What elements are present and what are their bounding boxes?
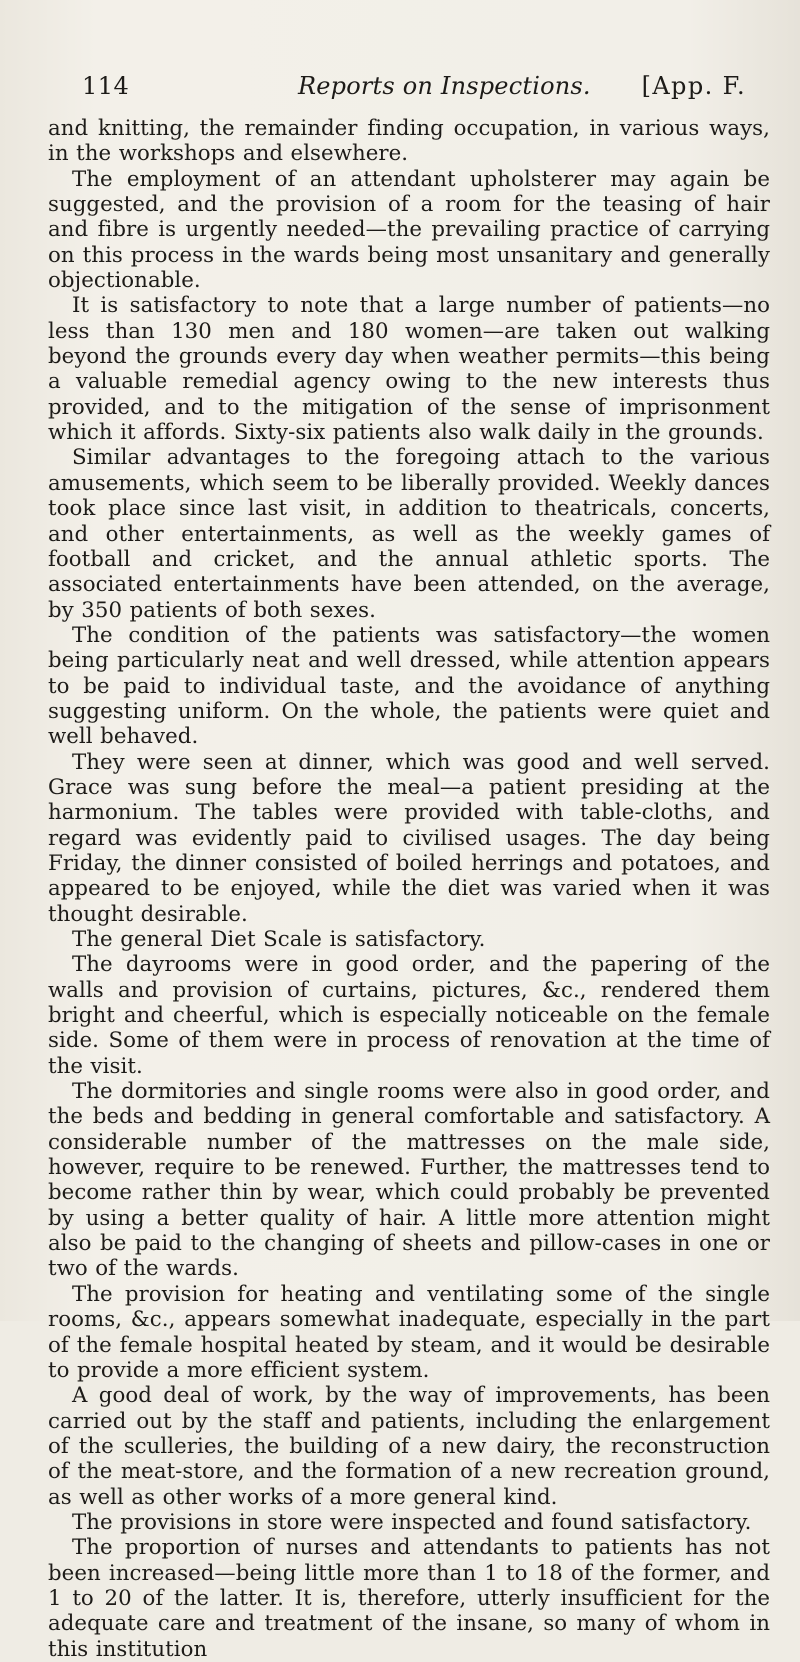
paragraph-heating: The provision for heating and ventilating some of the single rooms, &c., appears somewhat inadequate, especially in the part of the female hospital heated by steam, and it would be desirable to provide a more efficient system.	[48, 1281, 770, 1383]
paragraph-dinner: They were seen at dinner, which was good and well served. Grace was sung before the meal—a patient presiding at the harmonium. The tables were provided with table-cloths, and regard was evidently paid to civilised usages. The day being Friday, the dinner consisted of boiled herrings and potatoes, and appeared to be enjoyed, while the diet was varied when it was thought desirable.	[48, 749, 770, 927]
appendix-reference: [App. F.	[641, 72, 746, 100]
paragraph-provisions: The provisions in store were inspected and found satisfactory.	[72, 1509, 752, 1535]
page-number: 114	[82, 72, 130, 100]
paragraph-staff-proportion: The proportion of nurses and attendants to patients has not been increased—being little more than 1 to 18 of the former, and 1 to 20 of the latter. It is, therefore, utterly insufficient for the adequate care and treatment of the insane, so many of whom in this institution	[48, 1535, 770, 1662]
paragraph-amusements: Similar advantages to the foregoing attach to the various amusements, which seem to be liberally provided. Weekly dances took place since last visit, in addition to theatricals, concerts, and other entertainments, as well as the weekly games of football and cricket, and the annual athletic sports. The associated entertainments have been attended, on the average, by 350 patients of both sexes.	[48, 445, 770, 623]
paragraph-walking: It is satisfactory to note that a large number of patients—no less than 130 men and 180 women—are taken out walking beyond the grounds every day when weather permits—this being a valuable remedial agency owing to the new interests thus provided, and to the mitigation of the sense of imprisonment which it affords. Sixty-six patients also walk daily in the grounds.	[48, 293, 770, 446]
paragraph-dormitories: The dormitories and single rooms were also in good order, and the beds and bedding in general comfortable and satisfactory. A considerable number of the mattresses on the male side, however, require to be renewed. Further, the mattresses tend to become rather thin by wear, which could probably be prevented by using a better quality of hair. A little more attention might also be paid to the changing of sheets and pillow-cases in one or two of the wards.	[48, 1079, 770, 1282]
running-header	[48, 72, 770, 116]
running-title: Reports on Inspections.	[298, 72, 591, 100]
paragraph-diet-scale: The general Diet Scale is satisfactory.	[72, 927, 486, 952]
paragraph-continuation: and knitting, the remainder finding occupation, in various ways, in the workshops and elsewhere.	[48, 116, 770, 167]
paragraph-improvements: A good deal of work, by the way of improvements, has been carried out by the staff and patients, including the enlargement of the sculleries, the building of a new dairy, the reconstruction of the meat-store, and the formation of a new recreation ground, as well as other works of a more general kind.	[48, 1383, 770, 1510]
paragraph-upholsterer: The employment of an attendant upholsterer may again be suggested, and the provision of a room for the teasing of hair and fibre is urgently needed—the prevailing practice of carrying on this process in the wards being most unsanitary and generally objectionable.	[48, 166, 770, 294]
paragraph-dayrooms: The dayrooms were in good order, and the papering of the walls and provision of curtains, pictures, &c., rendered them bright and cheerful, which is especially noticeable on the female side. Some of them were in process of renovation at the time of the visit.	[48, 952, 770, 1079]
paragraph-condition: The condition of the patients was satisfactory—the women being particularly neat and well dressed, while attention appears to be paid to individual taste, and the avoidance of anything suggesting uniform. On the whole, the patients were quiet and well behaved.	[48, 622, 770, 750]
body-text	[48, 116, 770, 1662]
